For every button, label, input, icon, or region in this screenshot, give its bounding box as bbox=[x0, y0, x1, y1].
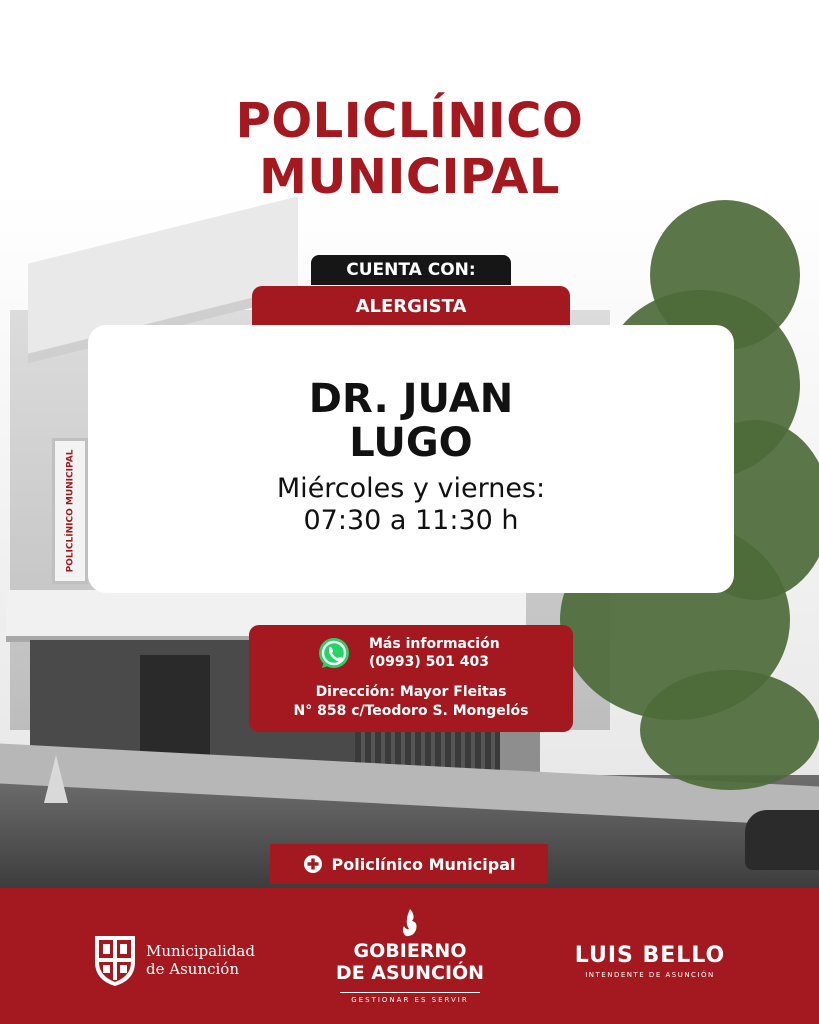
clinic-tag-label: Policlínico Municipal bbox=[331, 854, 516, 874]
counts-with-badge bbox=[311, 255, 511, 285]
government-logo bbox=[330, 908, 490, 1013]
contact-info-box bbox=[249, 625, 573, 732]
address-line-2: N° 858 c/Teodoro S. Mongelós bbox=[293, 703, 529, 719]
phone-number[interactable]: (0993) 501 403 bbox=[369, 654, 489, 670]
doctor-card bbox=[88, 325, 734, 593]
municipality-name bbox=[146, 942, 255, 978]
government-line-1: GOBIERNO bbox=[353, 940, 467, 962]
specialty-badge bbox=[252, 286, 570, 326]
doctor-name bbox=[88, 377, 734, 465]
title-line-2: MUNICIPAL bbox=[259, 149, 560, 205]
specialty-label: ALERGISTA bbox=[355, 295, 467, 317]
flame-icon bbox=[400, 908, 420, 938]
address bbox=[249, 683, 573, 721]
schedule-days: Miércoles y viernes: bbox=[276, 473, 546, 504]
doctor-name-line-1: DR. JUAN bbox=[308, 376, 514, 422]
traffic-cone bbox=[44, 755, 68, 803]
mayor-title: INTENDENTE DE ASUNCIÓN bbox=[585, 971, 715, 979]
whatsapp-icon[interactable] bbox=[315, 635, 353, 673]
building-sign bbox=[52, 438, 88, 584]
government-line-2: DE ASUNCIÓN bbox=[335, 962, 485, 984]
coat-of-arms-icon bbox=[92, 932, 138, 988]
mayor-name: LUIS BELLO bbox=[574, 943, 726, 968]
counts-with-label: CUENTA CON: bbox=[346, 260, 476, 280]
schedule bbox=[88, 473, 734, 537]
municipality-line-1: Municipalidad bbox=[146, 942, 255, 960]
more-info-label: Más información bbox=[369, 636, 500, 652]
government-tagline: GESTIONAR ES SERVIR bbox=[340, 992, 480, 1004]
plus-circle-icon bbox=[303, 854, 323, 874]
footer bbox=[0, 888, 819, 1024]
municipality-line-2: de Asunción bbox=[146, 960, 239, 978]
building-sign-text: POLICLÍNICO MUNICIPAL bbox=[65, 449, 76, 573]
address-line-1: Dirección: Mayor Fleitas bbox=[315, 684, 507, 700]
schedule-hours: 07:30 a 11:30 h bbox=[303, 505, 519, 536]
page-title bbox=[0, 93, 819, 205]
mayor-logo bbox=[570, 943, 730, 979]
municipality-logo bbox=[92, 932, 282, 988]
doctor-name-line-2: LUGO bbox=[349, 420, 473, 466]
clinic-tag bbox=[270, 844, 548, 884]
title-line-1: POLICLÍNICO bbox=[235, 93, 584, 149]
parked-car bbox=[745, 810, 819, 870]
